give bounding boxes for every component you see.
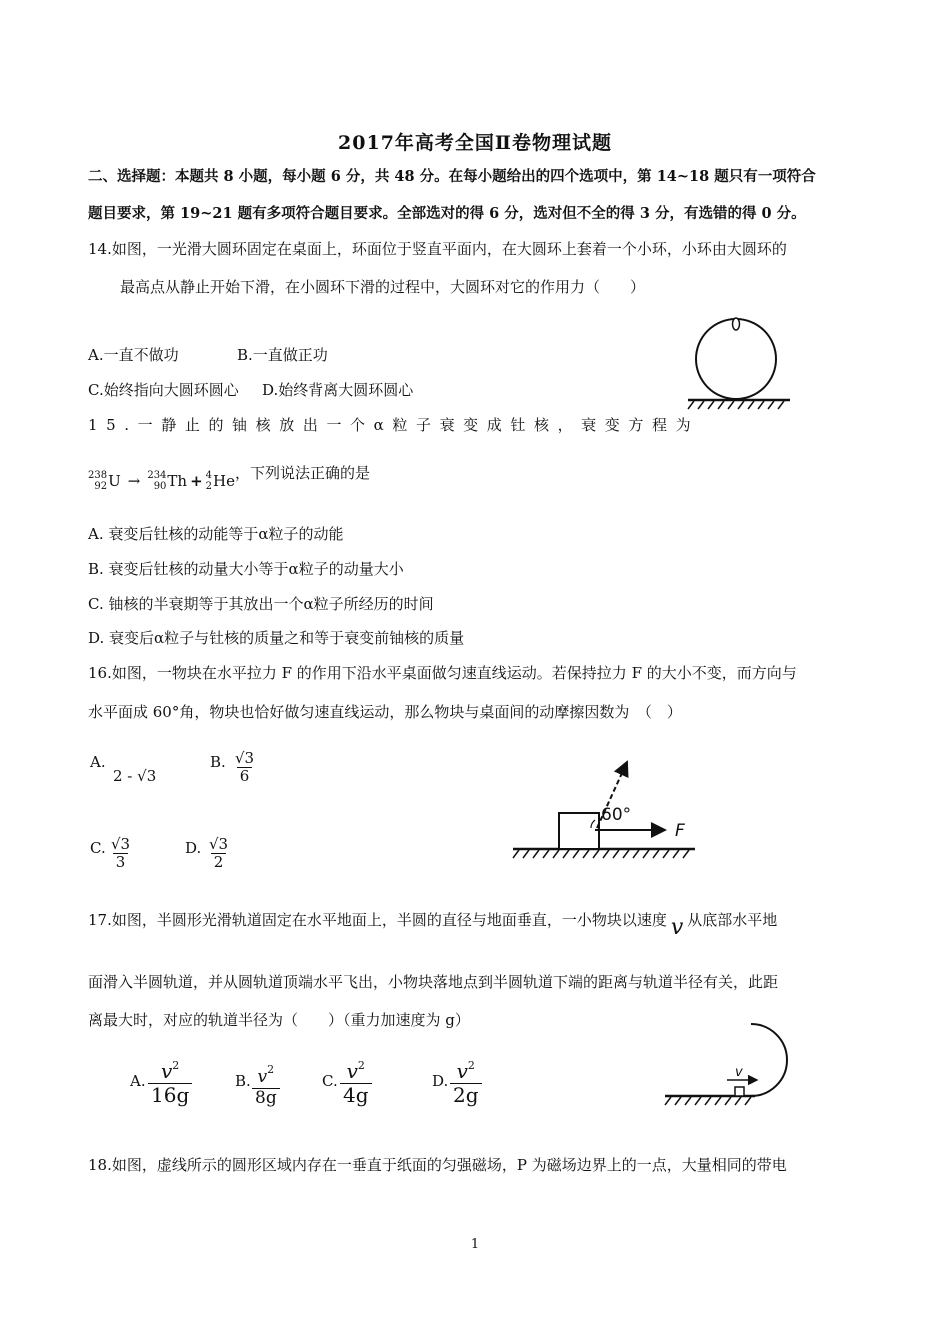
q17-option-b-label: B. bbox=[235, 1072, 251, 1090]
force-label: F bbox=[675, 821, 685, 841]
q15-eq-tail: ，下列说法正确的是 bbox=[235, 464, 371, 482]
q14-ring-figure bbox=[680, 310, 800, 415]
q16-option-c-label: C. bbox=[90, 839, 106, 857]
q15-line-1: 15.一静止的铀核放出一个α粒子衰变成钍核，衰变方程为 bbox=[88, 416, 700, 434]
velocity-label: v bbox=[735, 1065, 743, 1080]
q15-option-a: A. 衰变后钍核的动能等于α粒子的动能 bbox=[88, 525, 344, 543]
thorium-nucleus: 234 90 Th bbox=[147, 470, 188, 492]
q16-line-2: 水平面成 60°角，物块也恰好做匀速直线运动，那么物块与桌面间的动摩擦因数为 （ ） bbox=[88, 703, 682, 721]
q14-option-c: C.始终指向大圆环圆心 bbox=[88, 381, 239, 399]
section-line-2: 题目要求，第 19~21 题有多项符合题目要求。全部选对的得 6 分，选对但不全的得 3 分，有选错的得 0 分。 bbox=[88, 205, 806, 222]
q17-option-d-frac: $\frac{v^2}{2g}$ bbox=[450, 1060, 482, 1107]
page-number: 1 bbox=[470, 1237, 480, 1252]
plus-sign: + bbox=[190, 472, 203, 490]
q17-option-c-label: C. bbox=[322, 1072, 338, 1090]
q16-option-b-frac: $\frac{√3}{6}$ bbox=[235, 749, 255, 786]
q17-track-figure bbox=[655, 1020, 805, 1110]
angle-label: 60° bbox=[601, 805, 632, 825]
uranium-nucleus: 238 92 U bbox=[88, 470, 121, 492]
q15-option-c: C. 铀核的半衰期等于其放出一个α粒子所经历的时间 bbox=[88, 595, 434, 613]
q16-option-d-frac: $\frac{√3}{2}$ bbox=[209, 835, 229, 872]
velocity-symbol: v bbox=[670, 915, 684, 940]
big-ring bbox=[696, 319, 776, 399]
q14-option-a: A.一直不做功 bbox=[88, 346, 179, 364]
small-block bbox=[735, 1087, 744, 1096]
q15-option-d: D. 衰变后α粒子与钍核的质量之和等于衰变前铀核的质量 bbox=[88, 629, 465, 647]
floor-hatch bbox=[665, 1097, 751, 1105]
q17-line-3: 离最大时，对应的轨道半径为（ ）（重力加速度为 g） bbox=[88, 1011, 470, 1029]
q16-option-c-frac: $\frac{√3}{3}$ bbox=[111, 835, 131, 872]
semicircle-track bbox=[751, 1024, 787, 1096]
q16-option-d-label: D. bbox=[185, 839, 202, 857]
q14-line-2: 最高点从静止开始下滑，在小圆环下滑的过程中，大圆环对它的作用力（ ） bbox=[120, 278, 646, 296]
section-line-1: 二、选择题：本题共 8 小题，每小题 6 分，共 48 分。在每小题给出的四个选项中，第 14~18 题只有一项符合 bbox=[88, 168, 816, 185]
q17-option-d-label: D. bbox=[432, 1072, 449, 1090]
tabletop-hatch bbox=[688, 401, 784, 409]
q15-option-b: B. 衰变后钍核的动量大小等于α粒子的动量大小 bbox=[88, 560, 404, 578]
q16-line-1: 16.如图，一物块在水平拉力 F 的作用下沿水平桌面做匀速直线运动。若保持拉力 F 的大小不变，而方向与 bbox=[88, 664, 797, 682]
q16-option-a-label: A. bbox=[90, 753, 106, 771]
q16-option-a-expr: 2 - √3 bbox=[113, 767, 157, 785]
decay-arrow: → bbox=[127, 472, 141, 490]
q17-option-a-frac: $\frac{v^2}{16g}$ bbox=[148, 1060, 192, 1107]
q14-option-d: D.始终背离大圆环圆心 bbox=[262, 381, 414, 399]
ground-hatch bbox=[513, 850, 689, 858]
q16-block-figure bbox=[505, 752, 720, 862]
q14-option-b: B.一直做正功 bbox=[237, 346, 328, 364]
small-ring bbox=[733, 318, 740, 330]
q17-line-1: 17.如图，半圆形光滑轨道固定在水平地面上，半圆的直径与地面垂直，一小物块以速度 v 从底部水平地 bbox=[88, 911, 778, 940]
q17-line-2: 面滑入半圆轨道，并从圆轨道顶端水平飞出，小物块落地点到半圆轨道下端的距离与轨道半径有关，此距 bbox=[88, 973, 779, 991]
q17-option-b-frac: $\frac{v^2}{8g}$ bbox=[252, 1064, 280, 1108]
q15-decay-equation bbox=[88, 464, 371, 492]
helium-nucleus: 4 2 He bbox=[205, 470, 236, 492]
page-title: 2017年高考全国Ⅱ卷物理试题 bbox=[338, 132, 612, 154]
q18-line-1: 18.如图，虚线所示的圆形区域内存在一垂直于纸面的匀强磁场，P 为磁场边界上的一点，大量相同的带电 bbox=[88, 1156, 787, 1174]
q16-option-b-label: B. bbox=[210, 753, 226, 771]
q14-line-1: 14.如图，一光滑大圆环固定在桌面上，环面位于竖直平面内，在大圆环上套着一个小环，小环由大圆环的 bbox=[88, 240, 787, 258]
block bbox=[559, 813, 599, 849]
q17-option-a-label: A. bbox=[130, 1072, 146, 1090]
q17-option-c-frac: $\frac{v^2}{4g}$ bbox=[340, 1060, 372, 1107]
